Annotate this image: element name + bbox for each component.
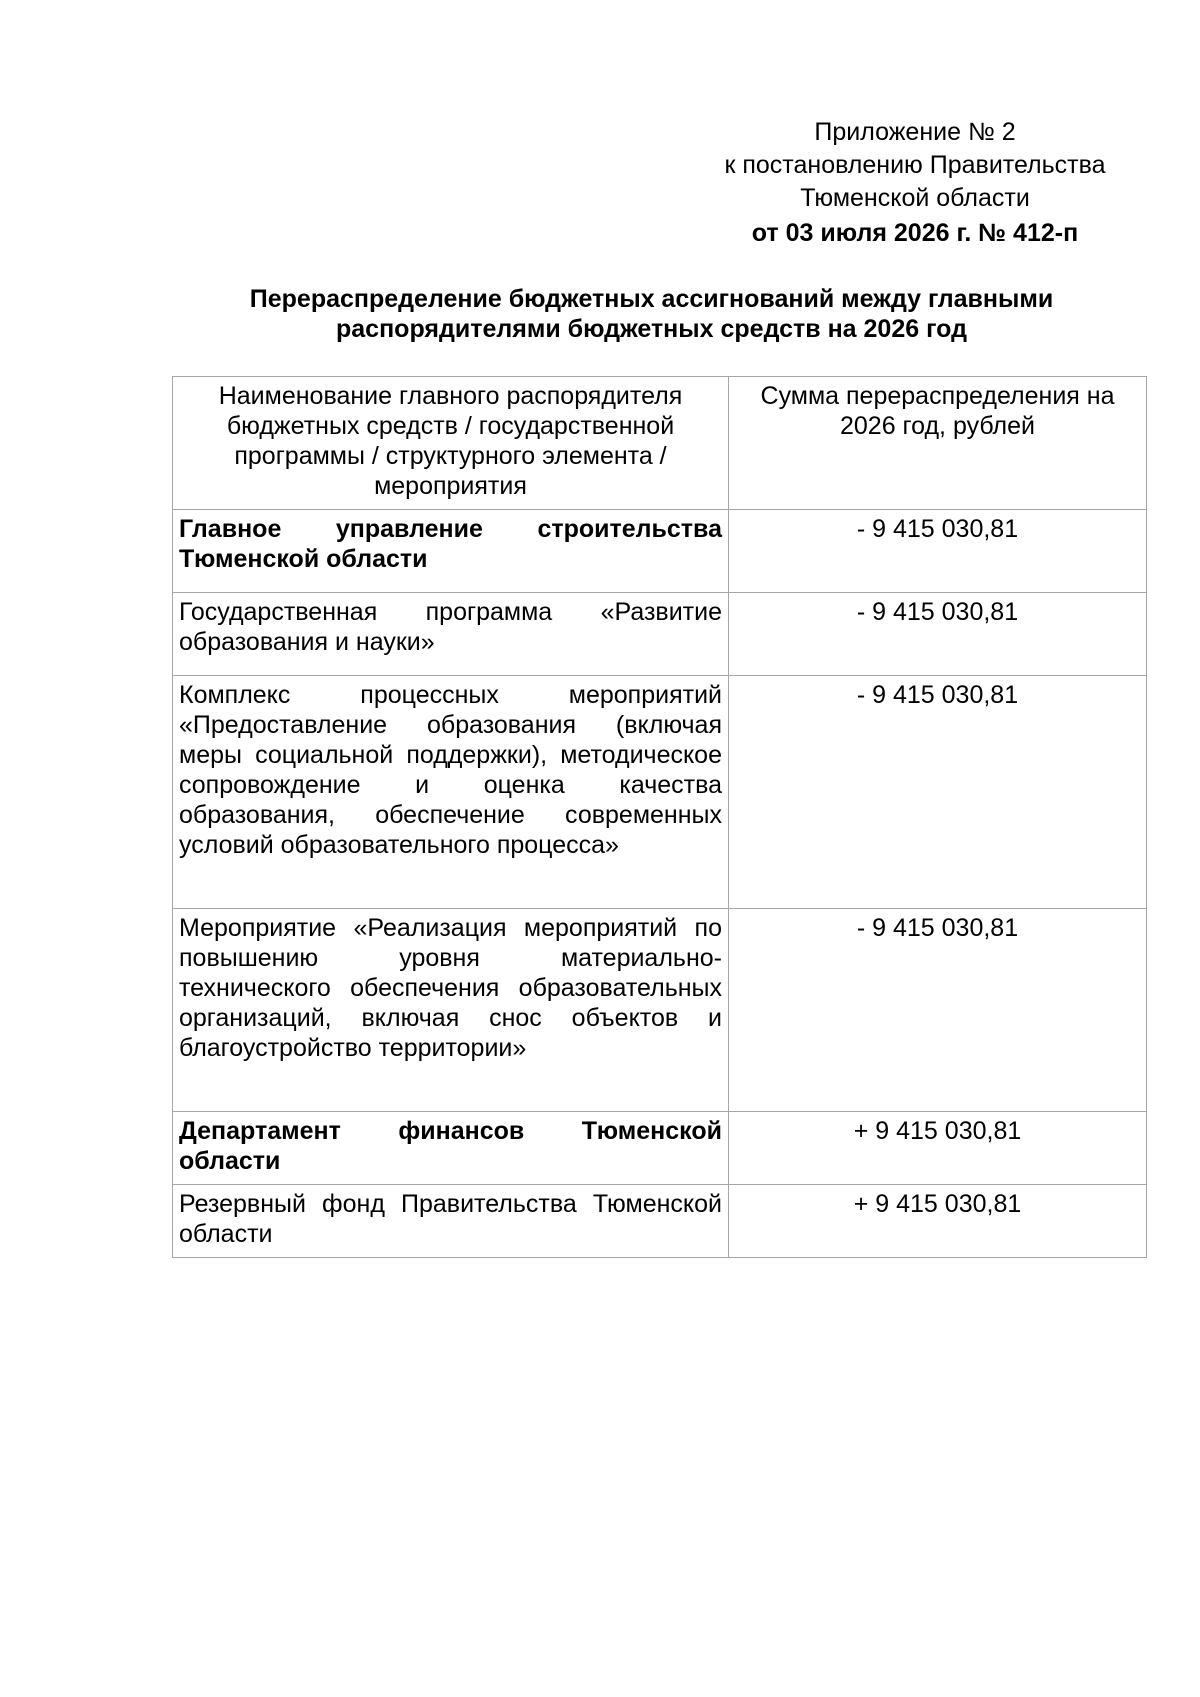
row-sum: - 9 415 030,81 (729, 676, 1147, 909)
row-name: Комплекс процессных мероприятий «Предоставление образования (включая меры социальной поддержки), методическое сопровождение и оценка качества образования, обеспечение современных условий образовательного процесса» (173, 676, 729, 909)
appendix-label: Приложение № 2 (814, 118, 1016, 146)
header-sum-column: Сумма перераспределения на 2026 год, рублей (729, 377, 1147, 510)
title-line-2: распорядителями бюджетных средств на 2026 год (336, 315, 967, 343)
row-sum: - 9 415 030,81 (729, 510, 1147, 593)
decree-reference: к постановлению Правительства (724, 151, 1106, 179)
row-name: Главное управление строительства Тюменской области (173, 510, 729, 593)
appendix-header (700, 116, 1130, 250)
table-row (173, 909, 1147, 1112)
row-name: Департамент финансов Тюменской области (173, 1112, 729, 1185)
document-title (160, 284, 1143, 344)
row-name: Резервный фонд Правительства Тюменской области (173, 1185, 729, 1258)
table-row (173, 676, 1147, 909)
row-sum: + 9 415 030,81 (729, 1112, 1147, 1185)
row-sum: + 9 415 030,81 (729, 1185, 1147, 1258)
header-name-column: Наименование главного распорядителя бюджетных средств / государственной программы / структурного элемента / мероприятия (173, 377, 729, 510)
table-row (173, 1112, 1147, 1185)
table-row (173, 593, 1147, 676)
decree-date-number: от 03 июля 2026 г. № 412-п (751, 219, 1079, 247)
row-name: Государственная программа «Развитие образования и науки» (173, 593, 729, 676)
row-sum: - 9 415 030,81 (729, 593, 1147, 676)
title-line-1: Перераспределение бюджетных ассигнований между главными (249, 285, 1054, 313)
table-row (173, 510, 1147, 593)
decree-authority-region: Тюменской области (800, 184, 1030, 212)
table-header-row (173, 377, 1147, 510)
row-sum: - 9 415 030,81 (729, 909, 1147, 1112)
table-row (173, 1185, 1147, 1258)
row-name: Мероприятие «Реализация мероприятий по повышению уровня материально-технического обеспечения образовательных организаций, включая снос объектов и благоустройство территории» (173, 909, 729, 1112)
redistribution-table (172, 376, 1147, 1258)
